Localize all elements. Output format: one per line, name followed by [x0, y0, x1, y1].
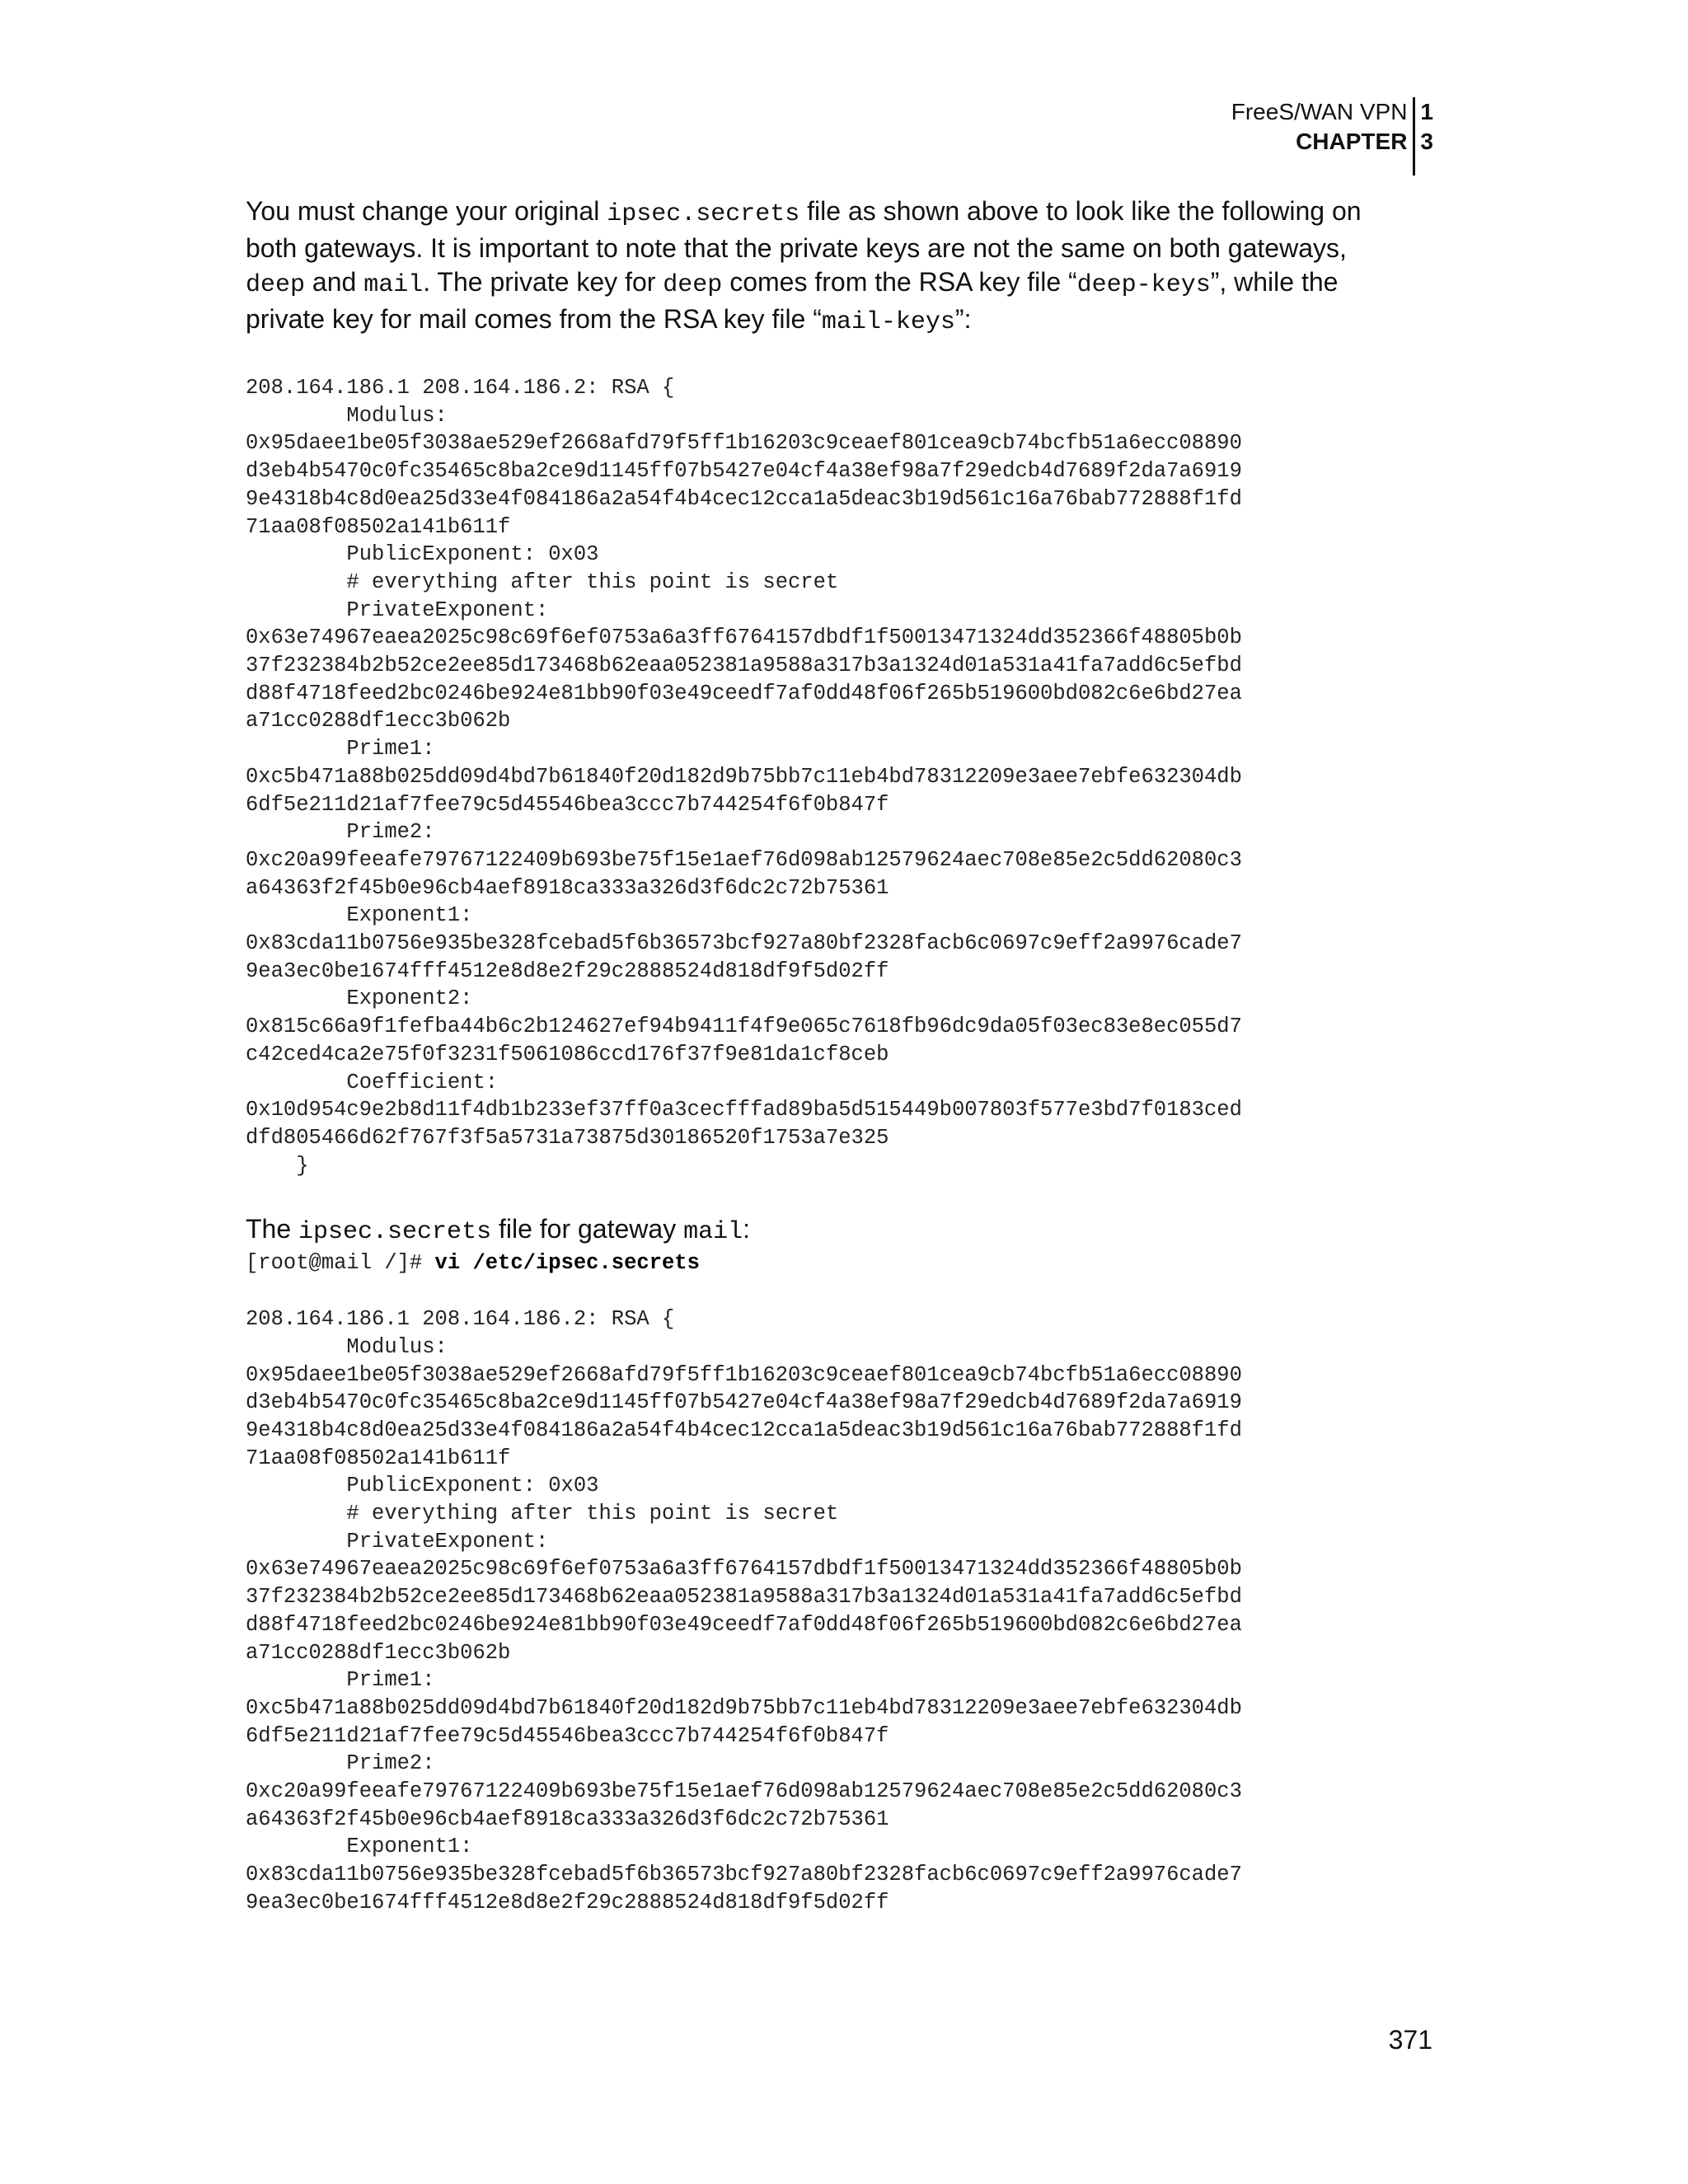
- mail-text: file for gateway: [491, 1214, 684, 1244]
- shell-prompt: [root@mail /]#: [246, 1251, 435, 1276]
- inline-code: mail-keys: [821, 308, 955, 336]
- intro-text: You must change your original: [246, 196, 607, 226]
- intro-text: both gateways. It is important to note that the private keys are not the same on both gateways,: [246, 233, 1347, 263]
- mail-text: The: [246, 1214, 299, 1244]
- inline-code: mail: [363, 271, 424, 299]
- running-header-numbers: [1415, 97, 1433, 176]
- intro-text: file as shown above to look like the following on: [799, 196, 1362, 226]
- inline-code: deep-keys: [1076, 271, 1211, 299]
- chapter-label: CHAPTER: [1296, 129, 1408, 154]
- intro-text: ”:: [954, 304, 972, 334]
- shell-command: vi /etc/ipsec.secrets: [434, 1251, 700, 1276]
- inline-code: ipsec.secrets: [607, 200, 800, 228]
- inline-code: deep: [246, 271, 306, 299]
- page-body: [246, 194, 1449, 1917]
- inline-code: deep: [663, 271, 723, 299]
- page-number: 371: [1388, 2025, 1432, 2055]
- inline-code: mail: [683, 1218, 743, 1247]
- intro-text: private key for mail comes from the RSA key file “: [246, 304, 822, 334]
- inline-code: ipsec.secrets: [298, 1218, 492, 1247]
- mail-paragraph: [246, 1212, 1449, 1249]
- command-line: [246, 1249, 1449, 1277]
- intro-text: ”, while the: [1210, 267, 1339, 297]
- intro-paragraph: [246, 194, 1449, 340]
- intro-text: comes from the RSA key file “: [722, 267, 1077, 297]
- secrets-code-block-mail: 208.164.186.1 208.164.186.2: RSA { Modulus: 0x95daee1be05f3038ae529ef2668afd79f5ff1b16203c9ceaef801cea9cb74bcfb51a6ecc08890 d3eb4b5470c0fc35465c8ba2ce9d1145ff07b5427e04cf4a38ef98a7f29edcb4d7689f2da7a6919 9e4318b4c8d0ea25d33e4f084186a2a54f4b4cec12cca1a5deac3b19d561c16a76bab772888f1fd 71aa08f08502a141b611f PublicExponent: 0x03 # everything after this point is secret PrivateExponent: 0x63e74967eaea2025c98c69f6ef0753a6a3ff6764157dbdf1f50013471324dd352366f48805b0b 37f232384b2b52ce2ee85d173468b62eaa052381a9588a317b3a1324d01a531a41fa7add6c5efbd d88f4718feed2bc0246be924e81bb90f03e49ceedf7af0dd48f06f265b519600bd082c6e6bd27ea a71cc0288df1ecc3b062b Prime1: 0xc5b471a88b025dd09d4bd7b61840f20d182d9b75bb7c11eb4bd78312209e3aee7ebfe632304db 6df5e211d21af7fee79c5d45546bea3ccc7b744254f6f0b847f Prime2: 0xc20a99feeafe79767122409b693be75f15e1aef76d098ab12579624aec708e85e2c5dd62080c3 a64363f2f45b0e96cb4aef8918ca333a326d3f6dc2c72b75361 Exponent1: 0x83cda11b0756e935be328fcebad5f6b36573bcf927a80bf2328facb6c0697c9eff2a9976cade7 9ea3ec0be1674fff4512e8d8e2f29c2888524d818df9f5d02ff: [246, 1307, 1242, 1915]
- intro-text: and: [305, 267, 364, 297]
- running-header: [1231, 97, 1433, 176]
- secrets-code-block-deep: 208.164.186.1 208.164.186.2: RSA { Modulus: 0x95daee1be05f3038ae529ef2668afd79f5ff1b16203c9ceaef801cea9cb74bcfb51a6ecc08890 d3eb4b5470c0fc35465c8ba2ce9d1145ff07b5427e04cf4a38ef98a7f29edcb4d7689f2da7a6919 9e4318b4c8d0ea25d33e4f084186a2a54f4b4cec12cca1a5deac3b19d561c16a76bab772888f1fd 71aa08f08502a141b611f PublicExponent: 0x03 # everything after this point is secret PrivateExponent: 0x63e74967eaea2025c98c69f6ef0753a6a3ff6764157dbdf1f50013471324dd352366f48805b0b 37f232384b2b52ce2ee85d173468b62eaa052381a9588a317b3a1324d01a531a41fa7add6c5efbd d88f4718feed2bc0246be924e81bb90f03e49ceedf7af0dd48f06f265b519600bd082c6e6bd27ea a71cc0288df1ecc3b062b Prime1: 0xc5b471a88b025dd09d4bd7b61840f20d182d9b75bb7c11eb4bd78312209e3aee7ebfe632304db 6df5e211d21af7fee79c5d45546bea3ccc7b744254f6f0b847f Prime2: 0xc20a99feeafe79767122409b693be75f15e1aef76d098ab12579624aec708e85e2c5dd62080c3 a64363f2f45b0e96cb4aef8918ca333a326d3f6dc2c72b75361 Exponent1: 0x83cda11b0756e935be328fcebad5f6b36573bcf927a80bf2328facb6c0697c9eff2a9976cade7 9ea3ec0be1674fff4512e8d8e2f29c2888524d818df9f5d02ff Exponent2: 0x815c66a9f1fefba44b6c2b124627ef94b9411f4f9e065c7618fb96dc9da05f03ec83e8ec055d7 c42ced4ca2e75f0f3231f5061086ccd176f37f9e81da1cf8ceb Coefficient: 0x10d954c9e2b8d11f4db1b233ef37ff0a3cecfffad89ba5d515449b007803f577e3bd7f0183ced dfd805466d62f767f3f5a5731a73875d30186520f1753a7e325 }: [246, 376, 1242, 1178]
- part-number: 1: [1420, 99, 1433, 124]
- chapter-number: 3: [1420, 129, 1433, 154]
- mail-text: :: [743, 1214, 750, 1244]
- intro-text: . The private key for: [423, 267, 663, 297]
- book-title: FreeS/WAN VPN: [1231, 99, 1408, 124]
- running-header-titles: [1231, 97, 1414, 176]
